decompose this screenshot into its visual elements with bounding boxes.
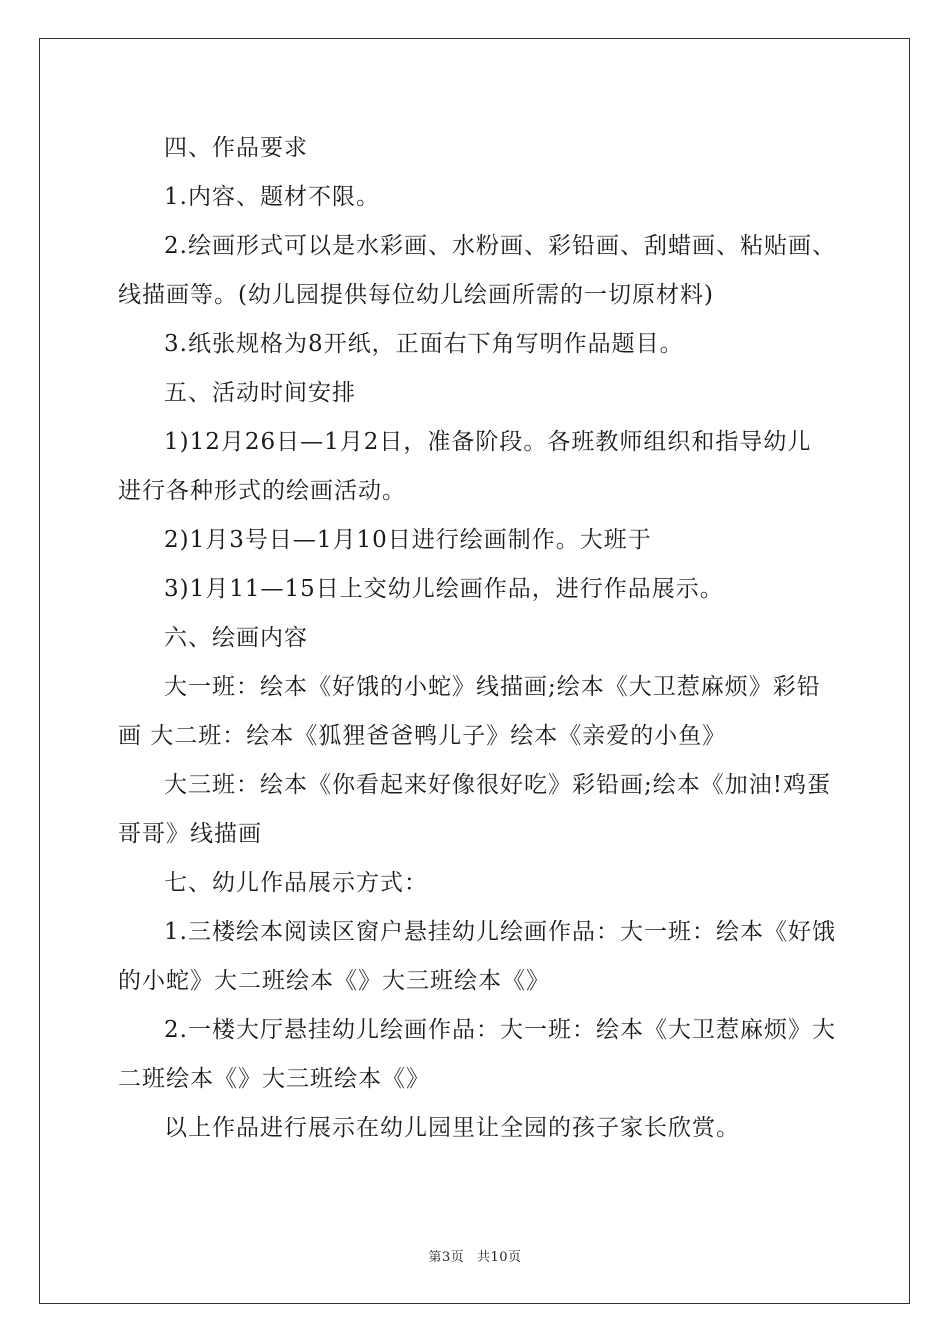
text-line: 以上作品进行展示在幼儿园里让全园的孩子家长欣赏。: [164, 1115, 740, 1141]
text-line: 1.三楼绘本阅读区窗户悬挂幼儿绘画作品：大一班：绘本《好饿: [164, 919, 836, 945]
page-total: 共10页: [476, 1250, 522, 1265]
text-line: 七、幼儿作品展示方式：: [164, 870, 428, 896]
text-line: 进行各种形式的绘画活动。: [118, 478, 406, 504]
text-line: 大三班：绘本《你看起来好像很好吃》彩铅画;绘本《加油!鸡蛋: [164, 772, 831, 798]
text-line: 线描画等。(幼儿园提供每位幼儿绘画所需的一切原材料): [118, 282, 714, 308]
text-line: 1)12月26日—1月2日，准备阶段。各班教师组织和指导幼儿: [164, 429, 812, 455]
document-body: [118, 124, 836, 1153]
text-line: 3)1月11—15日上交幼儿绘画作品，进行作品展示。: [164, 576, 724, 602]
page-number: 第3页: [428, 1250, 465, 1265]
text-line: 二班绘本《》大三班绘本《》: [118, 1066, 430, 1092]
page-footer: [0, 1246, 950, 1265]
text-line: 2.一楼大厅悬挂幼儿绘画作品：大一班：绘本《大卫惹麻烦》大: [164, 1017, 836, 1043]
text-line: 哥哥》线描画: [118, 821, 262, 847]
text-line: 3.纸张规格为8开纸，正面右下角写明作品题目。: [164, 331, 684, 357]
text-line: 四、作品要求: [164, 135, 308, 161]
text-line: 的小蛇》大二班绘本《》大三班绘本《》: [118, 968, 550, 994]
text-line: 五、活动时间安排: [164, 380, 356, 406]
text-line: 1.内容、题材不限。: [164, 184, 380, 210]
text-line: 大一班：绘本《好饿的小蛇》线描画;绘本《大卫惹麻烦》彩铅: [164, 674, 821, 700]
text-line: 六、绘画内容: [164, 625, 308, 651]
text-line: 2)1月3号日—1月10日进行绘画制作。大班于: [164, 527, 652, 553]
text-line: 画 大二班：绘本《狐狸爸爸鸭儿子》绘本《亲爱的小鱼》: [118, 723, 727, 749]
text-line: 2.绘画形式可以是水彩画、水粉画、彩铅画、刮蜡画、粘贴画、: [164, 233, 836, 259]
